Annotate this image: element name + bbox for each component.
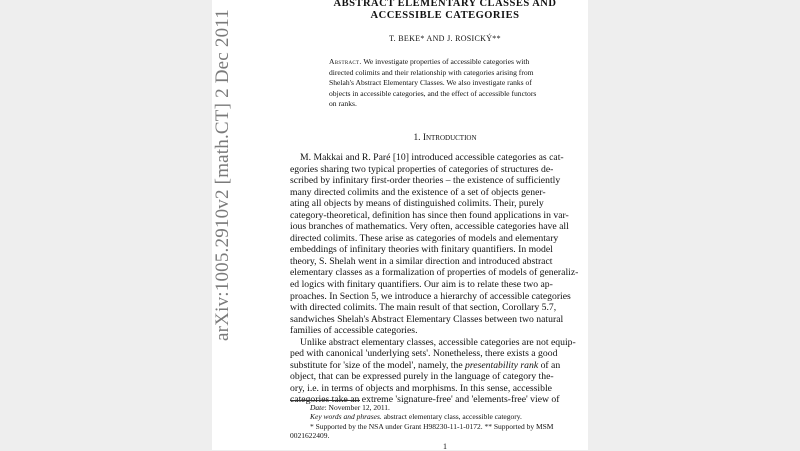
body-line-segment: of an [538, 359, 561, 371]
body-line: ious branches of mathematics. Very often, accessible categories have all [290, 221, 569, 233]
arxiv-identifier-text: arXiv:1005.2910v2 [math.CT] 2 Dec 2011 [212, 9, 233, 341]
body-line-segment: substitute for 'size of the model', namely, the [290, 359, 466, 371]
section-title: Introduction [422, 133, 477, 143]
footnote-keywords [290, 412, 587, 421]
body-line: ed logics with finitary quantifiers. Our aim is to relate these two ap- [290, 279, 553, 291]
paper-title-line-2: ACCESSIBLE CATEGORIES [370, 10, 520, 21]
body-line: M. Makkai and R. Paré [10] introduced accessible categories as cat- [300, 152, 564, 163]
body-line: theory, S. Shelah went in a similar direction and introduced abstract [290, 255, 553, 267]
body-text [290, 152, 587, 406]
abstract-text-1: We investigate properties of accessible categories with [363, 57, 530, 66]
abstract-line-5: on ranks. [329, 99, 357, 109]
body-line: ped with canonical 'underlying sets'. Nonetheless, there exists a good [290, 348, 558, 360]
abstract-block [329, 57, 563, 110]
paper-title-line-1: ABSTRACT ELEMENTARY CLASSES AND [333, 0, 557, 9]
paper-authors: T. BEKE* AND J. ROSICKÝ** [389, 34, 501, 43]
footnote-keywords-label: Key words and phrases. [310, 412, 382, 422]
body-line-with-italic [290, 360, 587, 372]
arxiv-identifier-stamp [208, 9, 238, 341]
section-heading-introduction [300, 133, 590, 143]
body-line: embeddings of infinitary theories with finitary quantifiers. In model [290, 244, 553, 256]
body-line: scribed by infinitary first-order theories – the existence of sufficiently [290, 175, 561, 187]
body-line: object, that can be expressed purely in the language of category the- [290, 371, 554, 383]
footnote-date-label: Date [310, 403, 325, 412]
body-line: categories take an extreme 'signature-free' and 'elements-free' view of [290, 394, 560, 406]
footnote-support-line-1: * Supported by the NSA under Grant H98230-11-1-0172. ** Supported by MSM [310, 421, 554, 431]
body-line: ating all objects by means of distinguished colimits. Their, purely [290, 198, 544, 210]
abstract-line-1 [329, 57, 563, 68]
abstract-label: Abstract. [329, 57, 362, 66]
footnote-date-value: : November 12, 2011. [324, 403, 390, 412]
abstract-line-2: directed colimits and their relationship with categories arising from [329, 67, 534, 77]
footnote-keywords-value: abstract elementary class, accessible category. [381, 412, 522, 422]
footnote-support-line-2: 0021622409. [290, 431, 330, 441]
body-line: sandwiches Shelah's Abstract Elementary Classes between two natural [290, 313, 564, 325]
body-line: egories sharing two typical properties of categories of structures de- [290, 163, 554, 175]
body-line: directed colimits. These arise as categories of models and elementary [290, 232, 559, 244]
body-line: families of accessible categories. [290, 325, 418, 337]
body-line: elementary classes as a formalization of properties of models of generaliz- [290, 267, 579, 279]
body-line: proaches. In Section 5, we introduce a hierarchy of accessible categories [290, 290, 571, 302]
abstract-line-4: objects in accessible categories, and the effect of accessible functors [329, 88, 537, 98]
body-line: category-theoretical, definition has since then found applications in var- [290, 209, 569, 221]
abstract-line-3: Shelah's Abstract Elementary Classes. We also investigate ranks of [329, 78, 532, 88]
body-line: ory, i.e. in terms of objects and morphisms. In this sense, accessible [290, 382, 552, 394]
footnote-divider [290, 400, 360, 401]
page-number: 1 [443, 442, 447, 451]
footnote-date [290, 403, 587, 412]
footnotes [290, 403, 587, 441]
body-line: with directed colimits. The main result of that section, Corollary 5.7, [290, 302, 557, 314]
presentability-rank-term: presentability rank [465, 359, 539, 371]
body-line: Unlike abstract elementary classes, accessible categories are not equip- [300, 336, 576, 348]
body-line: many directed colimits and the existence of a set of objects gener- [290, 186, 546, 198]
section-number: 1. [413, 133, 421, 143]
